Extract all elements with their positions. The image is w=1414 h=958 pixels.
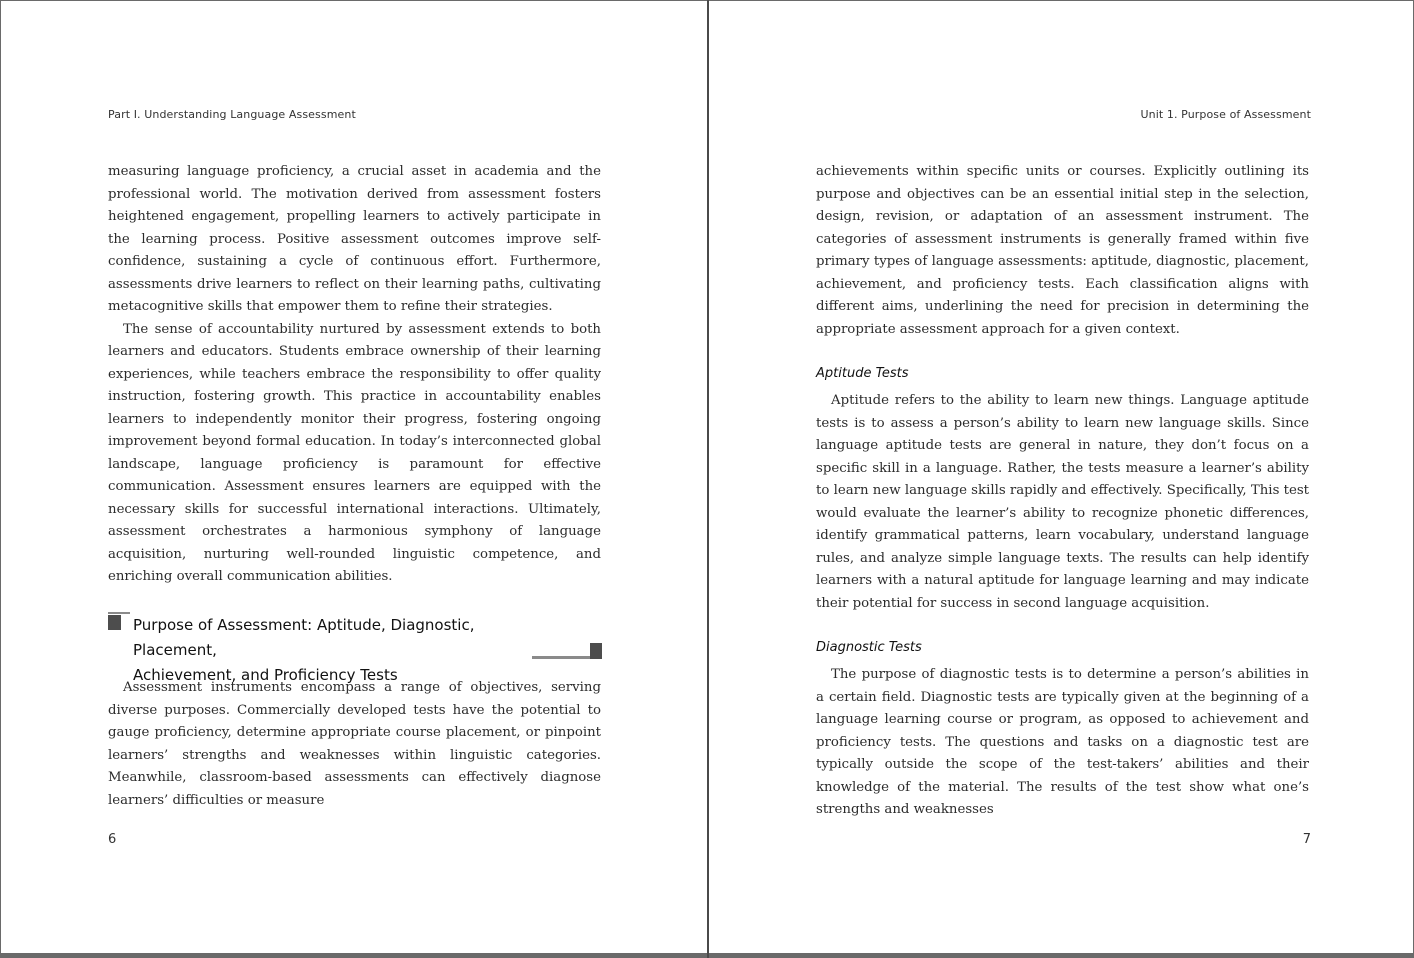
section-title-line-2: Achievement, and Proficiency Tests [133,666,398,684]
left-paragraph-2: The sense of accountability nurtured by assessment extends to both learners and educators. Students embrace ownership of their learning experiences, while teachers embrace the responsibility to offer quality instruction, fostering growth. This practice in accountability enables learners to independently monitor their progress, fostering ongoing improvement beyond formal education. In today’s interconnected global landscape, language proficiency is paramount for effective communication. Assessment ensures learners are equipped with the necessary skills for successful international interactions. Ultimately, assessment orchestrates a harmonious symphony of language acquisition, nurturing well-rounded linguistic competence, and enriching overall communication abilities. [108,321,601,584]
right-paragraph-1: achievements within specific units or courses. Explicitly outlining its purpose and objectives can be an essential initial step in the selection, design, revision, or adaptation of an assessment instrument. The categories of assessment instruments is generally framed within five primary types of language assessments: aptitude, diagnostic, placement, achievement, and proficiency tests. Each classification aligns with different aims, underlining the need for precision in determining the appropriate assessment approach for a given context. [816,164,1309,337]
right-body-top [816,161,1309,341]
heading-end-marker [590,643,602,659]
page-number-right: 7 [1302,832,1311,847]
right-body-aptitude [816,390,1309,615]
left-page [0,0,707,953]
heading-square-marker [108,615,121,630]
section-heading [108,612,602,684]
subheading-aptitude-tests: Aptitude Tests [816,366,909,381]
right-paragraph-3: The purpose of diagnostic tests is to determine a person’s abilities in a certain field. Diagnostic tests are typically given at the beginning of a language learning course or program, as opposed to achievement and proficiency tests. The questions and tasks on a diagnostic test are typically outside the scope of the test-takers’ abilities and their knowledge of the material. The results of the test show what one’s strengths and weaknesses [816,667,1309,817]
running-head-right: Unit 1. Purpose of Assessment [1140,108,1311,121]
right-page [709,0,1414,953]
right-body-diagnostic [816,664,1309,822]
subheading-diagnostic-tests: Diagnostic Tests [816,640,922,655]
left-body-bottom [108,677,601,812]
left-body-top [108,161,601,589]
page-number-left: 6 [108,832,117,847]
heading-underline-decoration [532,656,592,659]
left-paragraph-1: measuring language proficiency, a crucial asset in academia and the professional world. The motivation derived from assessment fosters heightened engagement, propelling learners to actively participate in the learning process. Positive assessment outcomes improve self-confidence, sustaining a cycle of continuous effort. Furthermore, assessments drive learners to reflect on their learning paths, cultivating metacognitive skills that empower them to refine their strategies. [108,164,601,314]
left-paragraph-3: Assessment instruments encompass a range of objectives, serving diverse purposes. Commercially developed tests have the potential to gauge proficiency, determine appropriate course placement, or pinpoint learners’ strengths and weaknesses within linguistic categories. Meanwhile, classroom-based assessments can effectively diagnose learners’ difficulties or measure [108,680,601,808]
section-title-line-1: Purpose of Assessment: Aptitude, Diagnostic, Placement, [133,616,475,659]
heading-bar-decoration [108,612,130,614]
right-paragraph-2: Aptitude refers to the ability to learn new things. Language aptitude tests is to assess a person’s ability to learn new language skills. Since language aptitude tests are general in nature, they don’t focus on a specific skill in a language. Rather, the tests measure a learner’s ability to learn new language skills rapidly and effectively. Specifically, This test would evaluate the learner’s ability to recognize phonetic differences, identify grammatical patterns, learn vocabulary, understand language rules, and analyze simple language texts. The results can help identify learners with a natural aptitude for language learning and may indicate their potential for success in second language acquisition. [816,393,1309,611]
running-head-left: Part I. Understanding Language Assessment [108,108,356,121]
